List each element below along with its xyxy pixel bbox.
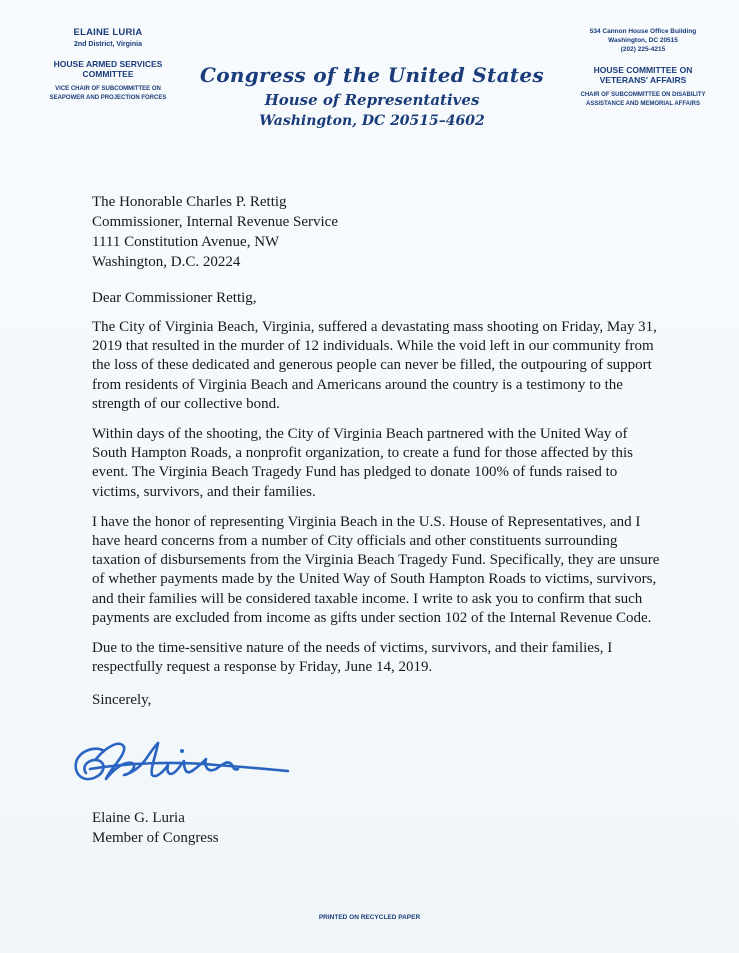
member-name: ELAINE LURIA — [73, 27, 143, 38]
subcommittee-line-1: CHAIR OF SUBCOMMITTEE ON DISABILITY — [580, 92, 706, 98]
office-address-line-2: Washington, DC 20515 — [608, 37, 678, 44]
committee-line-1: HOUSE COMMITTEE ON — [593, 65, 693, 75]
subcommittee-role — [565, 91, 721, 109]
handwritten-signature — [66, 733, 296, 798]
letterhead-left-block — [38, 27, 178, 103]
recycled-paper-note: PRINTED ON RECYCLED PAPER — [318, 914, 421, 921]
signer-name: Elaine G. Luria — [92, 810, 185, 826]
closing: Sincerely, — [92, 692, 152, 708]
addressee-city: Washington, D.C. 20224 — [92, 254, 241, 270]
body-paragraph: I have the honor of representing Virginia Beach in the U.S. House of Representatives, and I have heard concerns from a number of City officials and other constituents surrounding taxation of disbursements from the Virginia Beach Tragedy Fund. Specifically, they are unsure of whether payments made by the United Way of South Hampton Roads to victims, survivors, and their families will be considered taxable income. I write to ask you to confirm that such payments are excluded from income as gifts under section 102 of the Internal Revenue Code. — [92, 513, 660, 626]
subcommittee-role — [38, 85, 178, 103]
veterans-affairs-committee — [565, 65, 721, 85]
subcommittee-line-1: VICE CHAIR OF SUBCOMMITTEE ON — [55, 86, 161, 92]
body-paragraph: Due to the time-sensitive nature of the needs of victims, survivors, and their families, I respectfully request a response by Friday, June 14, 2019. — [92, 640, 613, 676]
office-address-line-1: 534 Cannon House Office Building — [589, 28, 697, 35]
armed-services-committee — [38, 59, 178, 79]
subcommittee-line-2: SEAPOWER AND PROJECTION FORCES — [49, 95, 167, 101]
letter-body — [92, 318, 662, 688]
masthead-congress: Congress of the United States — [200, 63, 544, 87]
body-paragraph: The City of Virginia Beach, Virginia, suffered a devastating mass shooting on Friday, May 31, 2019 that resulted in the murder of 12 individuals. While the void left in our community from the loss of these dedicated and generous people can never be filled, the outpouring of support from residents of Virginia Beach and Americans around the country is a testimony to the strength of our collective bond. — [92, 319, 657, 412]
committee-line-2: VETERANS' AFFAIRS — [599, 75, 687, 85]
signer-title: Member of Congress — [92, 830, 219, 846]
body-paragraph: Within days of the shooting, the City of Virginia Beach partnered with the United Way of South Hampton Roads, a nonprofit organization, to create a fund for those affected by this event. The Virginia Beach Tragedy Fund has pledged to donate 100% of funds raised to victims, survivors, and their families. — [92, 426, 633, 500]
letterhead-right-block — [565, 27, 721, 109]
masthead — [200, 63, 544, 129]
committee-line-2: COMMITTEE — [82, 69, 134, 79]
office-address — [565, 27, 721, 54]
masthead-address: Washington, DC 20515–4602 — [259, 113, 485, 129]
addressee-title: Commissioner, Internal Revenue Service — [92, 214, 338, 230]
inside-address — [92, 192, 338, 272]
committee-line-1: HOUSE ARMED SERVICES — [53, 59, 163, 69]
addressee-street: 1111 Constitution Avenue, NW — [92, 234, 280, 250]
office-phone: (202) 225-4215 — [620, 46, 666, 53]
member-district: 2nd District, Virginia — [74, 41, 142, 48]
subcommittee-line-2: ASSISTANCE AND MEMORIAL AFFAIRS — [585, 101, 700, 107]
salutation: Dear Commissioner Rettig, — [92, 290, 257, 306]
signer-block — [92, 808, 219, 848]
masthead-house: House of Representatives — [264, 91, 480, 109]
signature-graphic — [66, 733, 296, 793]
addressee-name: The Honorable Charles P. Rettig — [92, 194, 287, 210]
